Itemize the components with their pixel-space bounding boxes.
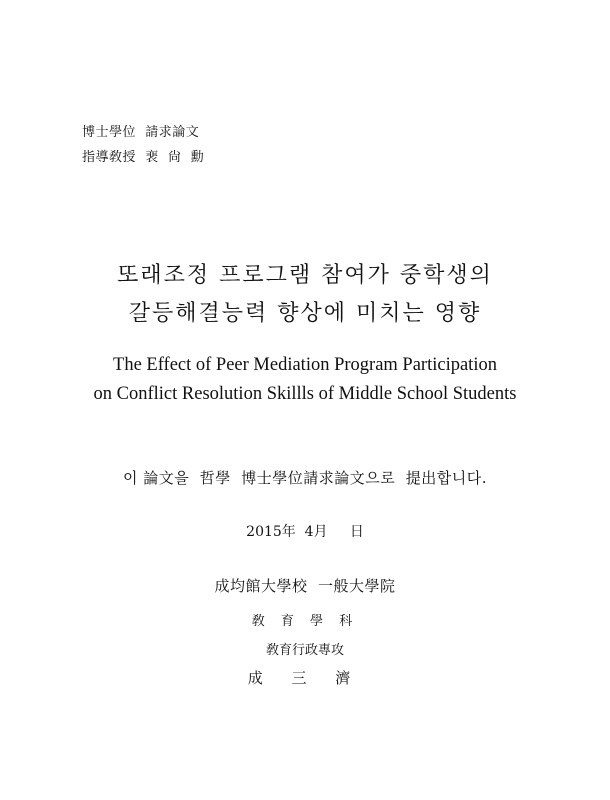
submission-statement: 이 論文을 哲學 博士學位請求論文으로 提出합니다.: [122, 469, 488, 487]
department-name: 敎 育 學 科: [251, 614, 359, 629]
thesis-header: [82, 120, 204, 170]
degree-line: 博士學位 請求論文: [82, 125, 200, 140]
korean-title-line-1: 또래조정 프로그램 참여가 중학생의: [117, 263, 493, 288]
university-name: 成均館大學校 一般大學院: [214, 577, 396, 595]
korean-title-line-2: 갈등해결능력 향상에 미치는 영향: [128, 301, 482, 326]
english-title-line-2: on Conflict Resolution Skillls of Middle School Students: [93, 384, 517, 404]
author-name: 成 三 濟: [247, 669, 363, 687]
english-title-line-1: The Effect of Peer Mediation Program Participation: [113, 355, 497, 375]
major-name: 敎育行政專攻: [265, 643, 344, 658]
advisor-line: 指導敎授 裵 尙 勳: [82, 150, 205, 165]
submission-date: 2015年 4月 日: [246, 524, 364, 540]
